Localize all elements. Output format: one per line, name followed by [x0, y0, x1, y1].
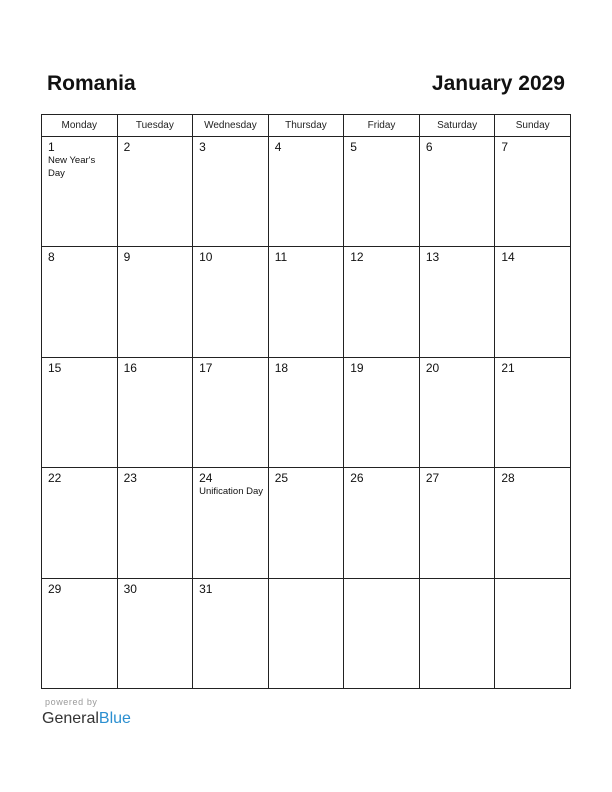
day-cell — [42, 468, 118, 578]
week-row — [42, 247, 571, 357]
generalblue-logo[interactable] — [42, 709, 131, 729]
day-number: 9 — [123, 250, 131, 265]
day-cell — [268, 137, 344, 247]
weekday-sunday: Sunday — [495, 115, 571, 137]
day-number: 14 — [501, 250, 515, 265]
day-cell — [268, 247, 344, 357]
day-number: 27 — [425, 471, 440, 486]
day-number: 18 — [274, 360, 289, 375]
week-row — [42, 137, 571, 247]
day-number: 2 — [123, 140, 131, 154]
day-cell — [193, 137, 269, 247]
holiday-label: Unification Day — [199, 486, 264, 498]
day-number: 11 — [274, 250, 288, 265]
day-cell — [268, 578, 344, 688]
day-number: 24 — [199, 471, 213, 486]
day-number: 10 — [199, 250, 213, 265]
day-cell — [117, 578, 193, 688]
logo-text-general: General — [42, 710, 99, 727]
weekday-wednesday: Wednesday — [193, 115, 269, 137]
day-number: 22 — [48, 471, 62, 486]
day-number: 21 — [501, 360, 515, 375]
day-cell — [268, 468, 344, 578]
day-cell — [495, 468, 571, 578]
day-number: 17 — [199, 360, 213, 375]
day-number: 13 — [425, 250, 440, 265]
weekday-thursday: Thursday — [268, 115, 344, 137]
weekday-monday: Monday — [42, 115, 118, 137]
day-number — [495, 579, 570, 582]
day-number: 29 — [48, 581, 62, 596]
day-number: 20 — [425, 360, 440, 375]
week-row — [42, 357, 571, 467]
day-cell — [193, 357, 269, 467]
weekday-tuesday: Tuesday — [117, 115, 193, 137]
day-number: 23 — [123, 471, 137, 486]
day-cell — [117, 247, 193, 357]
holiday-label: New Year's Day — [48, 155, 96, 179]
day-cell — [117, 357, 193, 467]
day-number — [269, 579, 344, 582]
day-number: 6 — [425, 140, 433, 154]
weekday-friday: Friday — [344, 115, 420, 137]
day-cell — [495, 247, 571, 357]
day-number: 16 — [123, 360, 137, 375]
day-number: 28 — [501, 471, 515, 486]
day-cell — [344, 357, 420, 467]
day-number: 26 — [350, 471, 364, 486]
day-number: 5 — [350, 140, 357, 154]
day-cell — [193, 578, 269, 688]
day-number: 25 — [274, 471, 289, 486]
day-cell — [344, 247, 420, 357]
day-cell — [344, 578, 420, 688]
week-row — [42, 578, 571, 688]
country-title: Romania — [47, 72, 136, 95]
day-cell — [42, 357, 118, 467]
month-title: January 2029 — [431, 72, 565, 95]
day-cell — [344, 468, 420, 578]
day-cell — [42, 247, 118, 357]
day-cell — [495, 357, 571, 467]
weekday-header-row — [42, 115, 571, 137]
day-cell — [268, 357, 344, 467]
weekday-saturday: Saturday — [419, 115, 495, 137]
day-number: 19 — [350, 360, 364, 375]
day-number: 12 — [350, 250, 364, 265]
day-cell — [495, 578, 571, 688]
day-cell — [193, 468, 269, 578]
day-number — [420, 579, 495, 582]
day-cell — [419, 247, 495, 357]
day-cell — [419, 137, 495, 247]
day-number: 3 — [199, 140, 206, 154]
day-number — [344, 579, 419, 582]
calendar-grid — [41, 114, 571, 689]
powered-by-label: powered by — [45, 697, 98, 707]
day-number: 15 — [48, 360, 62, 375]
day-number: 4 — [274, 140, 282, 154]
day-cell — [193, 247, 269, 357]
day-cell — [117, 137, 193, 247]
day-cell — [42, 578, 118, 688]
week-row — [42, 468, 571, 578]
day-number: 1 — [48, 140, 55, 154]
day-cell — [495, 137, 571, 247]
day-cell — [419, 468, 495, 578]
day-number: 8 — [48, 250, 55, 265]
day-number: 31 — [199, 581, 213, 596]
day-number: 30 — [123, 581, 137, 596]
day-cell — [42, 137, 118, 247]
day-cell — [419, 357, 495, 467]
logo-text-blue: Blue — [98, 710, 131, 727]
day-cell — [344, 137, 420, 247]
day-cell — [419, 578, 495, 688]
day-cell — [117, 468, 193, 578]
day-number: 7 — [501, 140, 509, 154]
